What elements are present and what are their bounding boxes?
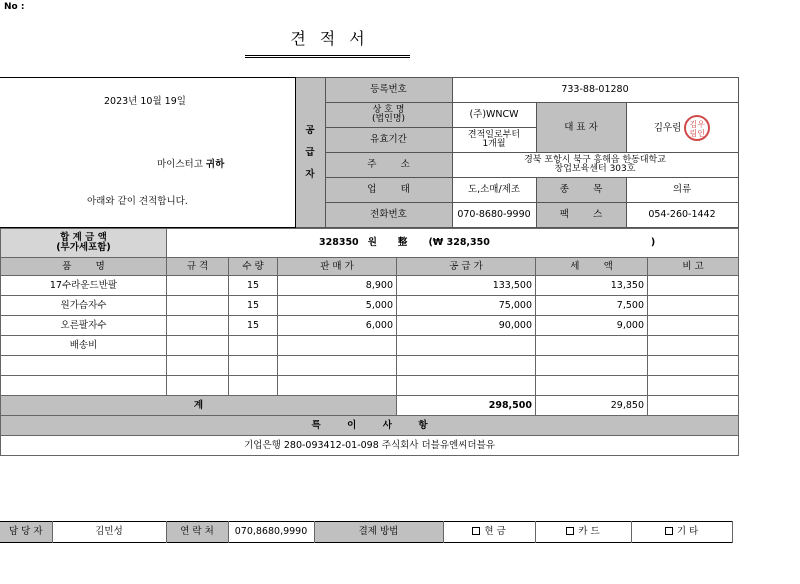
recipient-name: 마이스터고 bbox=[157, 159, 203, 170]
cash-label: 현 금 bbox=[484, 526, 506, 538]
item-price: 8,900 bbox=[278, 276, 397, 296]
footer-table bbox=[0, 521, 733, 543]
table-row bbox=[1, 276, 739, 296]
validity-label: 유효기간 bbox=[325, 128, 452, 153]
item-name bbox=[1, 376, 167, 396]
recipient-honorific: 귀하 bbox=[205, 159, 225, 170]
payment-cash-option[interactable] bbox=[443, 522, 535, 543]
col-header-supply: 공 급 가 bbox=[397, 258, 536, 276]
other-label: 기 타 bbox=[676, 526, 699, 538]
item-name bbox=[1, 356, 167, 376]
subtotal-note bbox=[648, 396, 739, 416]
grand-total-amount: 328350 bbox=[319, 237, 359, 249]
item-spec bbox=[167, 336, 229, 356]
grand-total-paren: (₩ 328,350 bbox=[428, 237, 490, 249]
company-name-value: (주)WNCW bbox=[452, 103, 536, 128]
supplier-info-table bbox=[0, 77, 739, 228]
table-row bbox=[1, 316, 739, 336]
item-qty bbox=[229, 356, 278, 376]
item-qty: 15 bbox=[229, 316, 278, 336]
contact-label: 연 락 처 bbox=[166, 522, 228, 543]
phone-label: 전화번호 bbox=[325, 203, 452, 228]
item-price bbox=[278, 376, 397, 396]
other-checkbox[interactable] bbox=[665, 527, 673, 535]
item-note bbox=[648, 376, 739, 396]
grand-total-row bbox=[1, 229, 739, 258]
table-row bbox=[1, 376, 739, 396]
fax-value: 054-260-1442 bbox=[626, 203, 738, 228]
item-supply: 75,000 bbox=[397, 296, 536, 316]
card-label: 카 드 bbox=[578, 526, 600, 538]
manager-value: 김민성 bbox=[52, 522, 166, 543]
item-qty bbox=[229, 376, 278, 396]
payment-other-option[interactable] bbox=[631, 522, 732, 543]
item-note bbox=[648, 356, 739, 376]
memo-header-row bbox=[1, 416, 739, 436]
item-spec bbox=[167, 356, 229, 376]
payment-card-option[interactable] bbox=[535, 522, 631, 543]
item-price: 6,000 bbox=[278, 316, 397, 336]
grand-total-close: ) bbox=[650, 237, 656, 249]
item-note bbox=[648, 276, 739, 296]
company-seal-stamp: 김우 림인 bbox=[684, 115, 710, 141]
item-name: 배송비 bbox=[1, 336, 167, 356]
manager-label: 담 당 자 bbox=[0, 522, 52, 543]
item-qty: 15 bbox=[229, 296, 278, 316]
table-row bbox=[1, 356, 739, 376]
address-label: 주 소 bbox=[325, 153, 452, 178]
subtotal-label: 계 bbox=[1, 396, 397, 416]
item-spec bbox=[167, 296, 229, 316]
item-supply bbox=[397, 376, 536, 396]
item-name: 원가슴자수 bbox=[1, 296, 167, 316]
subtotal-tax: 29,850 bbox=[536, 396, 648, 416]
item-price bbox=[278, 356, 397, 376]
company-name-label: 상 호 명 (법인명) bbox=[325, 103, 452, 128]
col-header-tax: 세 액 bbox=[536, 258, 648, 276]
grand-total-sep: 整 bbox=[397, 237, 408, 249]
grand-total-cell bbox=[167, 229, 739, 258]
business-item-label: 종 목 bbox=[536, 178, 626, 203]
fax-label: 팩 스 bbox=[536, 203, 626, 228]
reg-number-value: 733-88-01280 bbox=[452, 78, 738, 103]
col-header-price: 판 매 가 bbox=[278, 258, 397, 276]
item-note bbox=[648, 296, 739, 316]
col-header-qty: 수 량 bbox=[229, 258, 278, 276]
item-supply: 90,000 bbox=[397, 316, 536, 336]
representative-value: 김우림 bbox=[653, 122, 682, 133]
business-item-value: 의류 bbox=[626, 178, 738, 203]
phone-value: 070-8680-9990 bbox=[452, 203, 536, 228]
document-title: 견적서 bbox=[290, 29, 379, 48]
item-supply bbox=[397, 356, 536, 376]
table-row bbox=[1, 296, 739, 316]
item-price: 5,000 bbox=[278, 296, 397, 316]
memo-text: 기업은행 280-093412-01-098 주식회사 더블유엔씨더블유 bbox=[1, 436, 739, 456]
item-qty bbox=[229, 336, 278, 356]
business-type-value: 도,소매/제조 bbox=[452, 178, 536, 203]
item-name: 17수라운드반팔 bbox=[1, 276, 167, 296]
reg-number-label: 등록번호 bbox=[325, 78, 452, 103]
representative-cell bbox=[626, 103, 738, 153]
item-qty: 15 bbox=[229, 276, 278, 296]
item-tax bbox=[536, 376, 648, 396]
item-supply: 133,500 bbox=[397, 276, 536, 296]
item-note bbox=[648, 336, 739, 356]
representative-label: 대 표 자 bbox=[536, 103, 626, 153]
memo-header: 특 이 사 항 bbox=[1, 416, 739, 436]
title-underline bbox=[245, 55, 410, 58]
item-price bbox=[278, 336, 397, 356]
col-header-spec: 규 격 bbox=[167, 258, 229, 276]
item-spec bbox=[167, 316, 229, 336]
grand-total-won: 원 bbox=[367, 237, 377, 249]
subtotal-supply: 298,500 bbox=[397, 396, 536, 416]
col-header-name: 품 명 bbox=[1, 258, 167, 276]
quote-date: 2023년 10월 19일 bbox=[104, 96, 186, 107]
address-value: 경북 포항시 북구 흥해읍 한동대학교 창업보육센터 303호 bbox=[452, 153, 738, 178]
recipient-panel bbox=[0, 78, 295, 228]
item-tax: 9,000 bbox=[536, 316, 648, 336]
contact-value: 070,8680,9990 bbox=[228, 522, 314, 543]
item-tax: 7,500 bbox=[536, 296, 648, 316]
business-type-label: 업 태 bbox=[325, 178, 452, 203]
item-supply bbox=[397, 336, 536, 356]
item-tax: 13,350 bbox=[536, 276, 648, 296]
col-header-note: 비 고 bbox=[648, 258, 739, 276]
item-spec bbox=[167, 276, 229, 296]
item-note bbox=[648, 316, 739, 336]
item-spec bbox=[167, 376, 229, 396]
payment-method-label: 결제 방법 bbox=[314, 522, 443, 543]
card-checkbox[interactable] bbox=[566, 527, 574, 535]
item-tax bbox=[536, 356, 648, 376]
item-tax bbox=[536, 336, 648, 356]
supplier-side-label: 공 급 자 bbox=[295, 78, 325, 228]
subtotal-row bbox=[1, 396, 739, 416]
quote-note: 아래와 같이 견적합니다. bbox=[87, 196, 188, 207]
recipient-line bbox=[157, 160, 224, 170]
items-header-row bbox=[1, 258, 739, 276]
memo-row bbox=[1, 436, 739, 456]
cash-checkbox[interactable] bbox=[472, 527, 480, 535]
item-name: 오른팔자수 bbox=[1, 316, 167, 336]
document-number-label: No : bbox=[4, 2, 25, 12]
validity-value: 견적일로부터 1개월 bbox=[452, 128, 536, 153]
grand-total-label: 합 계 금 액 (부가세포함) bbox=[1, 229, 167, 258]
items-table bbox=[0, 228, 739, 456]
table-row bbox=[1, 336, 739, 356]
